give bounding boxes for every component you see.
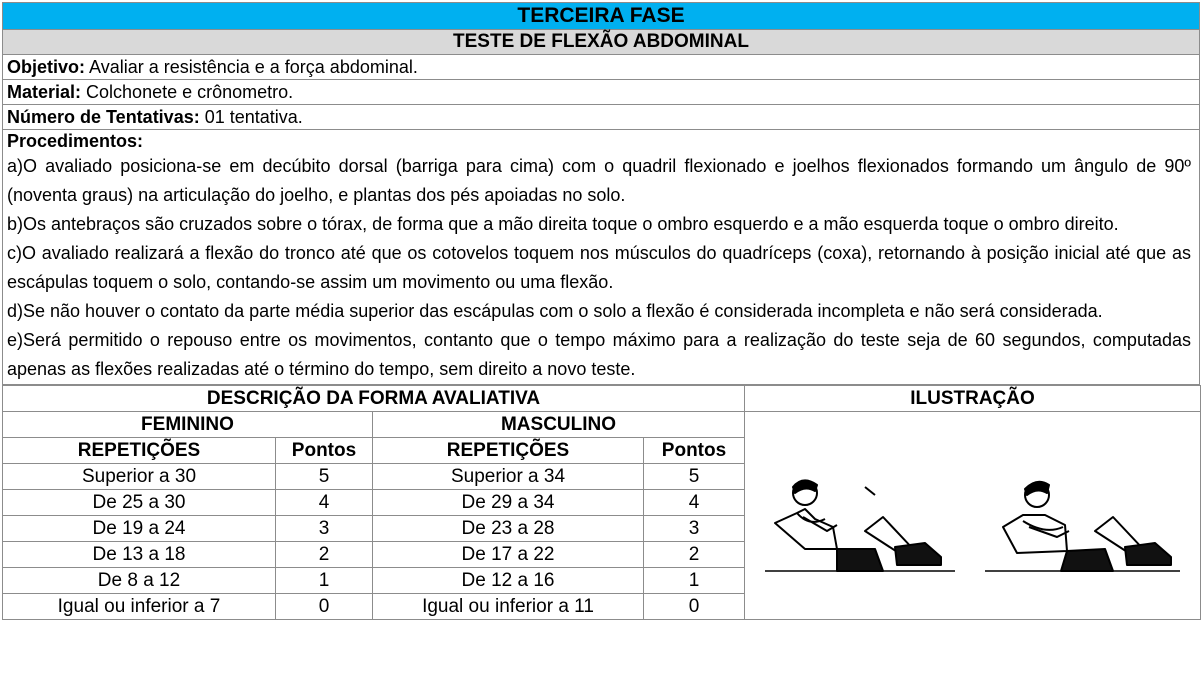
attempts-value: 01 tentativa.	[199, 107, 303, 127]
phase-title: TERCEIRA FASE	[3, 3, 1200, 30]
test-title: TESTE DE FLEXÃO ABDOMINAL	[3, 30, 1200, 55]
evaluation-table	[2, 385, 1201, 620]
procedure-item-e: e)Será permitido o repouso entre os movimentos, contanto que o tempo máximo para a realização do teste seja de 60 segundos, computadas apenas as flexões realizadas até o término do tempo, sem direito a novo teste.	[7, 330, 1191, 379]
assessment-sheet	[2, 2, 1200, 620]
male-points-cell: 1	[644, 568, 745, 594]
male-reps-cell: De 17 a 22	[373, 542, 644, 568]
athlete-figure-1	[775, 480, 941, 571]
procedure-item-d: d)Se não houver o contato da parte média superior das escápulas com o solo a flexão é considerada incompleta e não será considerada.	[7, 301, 1103, 321]
evaluation-title: DESCRIÇÃO DA FORMA AVALIATIVA	[3, 386, 745, 412]
female-label: FEMININO	[3, 412, 373, 438]
illustration-title: ILUSTRAÇÃO	[745, 386, 1201, 412]
procedure-item-b: b)Os antebraços são cruzados sobre o tórax, de forma que a mão direita toque o ombro esquerdo e a mão esquerda toque o ombro direito.	[7, 214, 1119, 234]
procedures-block	[3, 130, 1200, 385]
male-points-cell: 0	[644, 594, 745, 620]
male-points-cell: 4	[644, 490, 745, 516]
female-points-header: Pontos	[276, 438, 373, 464]
male-reps-header: REPETIÇÕES	[373, 438, 644, 464]
material-line	[3, 80, 1200, 105]
female-reps-cell: De 25 a 30	[3, 490, 276, 516]
material-label: Material:	[7, 82, 82, 102]
athlete-figure-2	[1003, 481, 1171, 570]
illustration-cell	[745, 412, 1201, 620]
male-points-cell: 5	[644, 464, 745, 490]
female-reps-cell: Superior a 30	[3, 464, 276, 490]
male-label: MASCULINO	[373, 412, 745, 438]
female-points-cell: 0	[276, 594, 373, 620]
male-points-cell: 2	[644, 542, 745, 568]
female-reps-cell: De 13 a 18	[3, 542, 276, 568]
female-reps-cell: Igual ou inferior a 7	[3, 594, 276, 620]
female-points-cell: 2	[276, 542, 373, 568]
female-points-cell: 5	[276, 464, 373, 490]
procedure-item-c: c)O avaliado realizará a flexão do tronco até que os cotovelos toquem nos músculos do quadríceps (coxa), retornando à posição inicial até que as escápulas toquem o solo, contando-se assim um movimento ou uma flexão.	[7, 243, 1191, 292]
objective-label: Objetivo:	[7, 57, 86, 77]
material-value: Colchonete e crônometro.	[81, 82, 294, 102]
male-reps-cell: De 12 a 16	[373, 568, 644, 594]
male-points-cell: 3	[644, 516, 745, 542]
situp-illustration	[745, 431, 1201, 601]
male-points-header: Pontos	[644, 438, 745, 464]
male-reps-cell: Igual ou inferior a 11	[373, 594, 644, 620]
female-reps-header: REPETIÇÕES	[3, 438, 276, 464]
female-reps-cell: De 19 a 24	[3, 516, 276, 542]
male-reps-cell: De 23 a 28	[373, 516, 644, 542]
male-reps-cell: Superior a 34	[373, 464, 644, 490]
female-points-cell: 1	[276, 568, 373, 594]
attempts-line	[3, 105, 1200, 130]
objective-line	[3, 55, 1200, 80]
top-table	[2, 2, 1200, 385]
attempts-label: Número de Tentativas:	[7, 107, 200, 127]
female-reps-cell: De 8 a 12	[3, 568, 276, 594]
procedure-item-a: a)O avaliado posiciona-se em decúbito dorsal (barriga para cima) com o quadril flexionado e joelhos flexionados formando um ângulo de 90º (noventa graus) na articulação do joelho, e plantas dos pés apoiadas no solo.	[7, 156, 1191, 205]
male-reps-cell: De 29 a 34	[373, 490, 644, 516]
objective-value: Avaliar a resistência e a força abdominal.	[85, 57, 418, 77]
procedures-title: Procedimentos:	[7, 131, 144, 151]
female-points-cell: 4	[276, 490, 373, 516]
female-points-cell: 3	[276, 516, 373, 542]
